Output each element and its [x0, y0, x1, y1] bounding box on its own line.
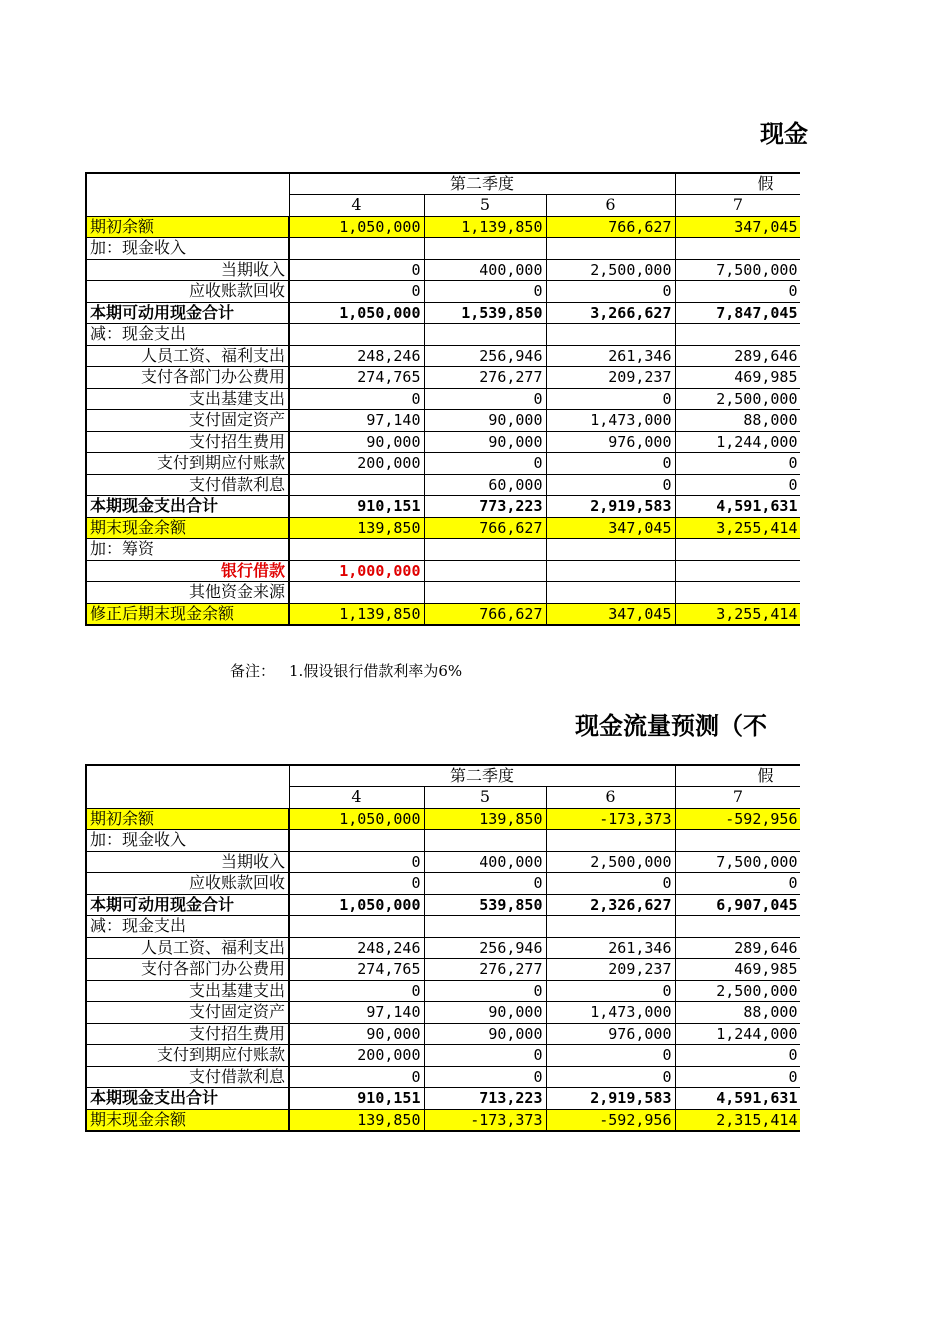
- row-value: [289, 539, 424, 561]
- row-label: 应收账款回收: [86, 873, 289, 895]
- row-value: [675, 238, 800, 260]
- row-value: 0: [675, 453, 800, 475]
- row-value: 2,315,414: [675, 1109, 800, 1131]
- table-row: [86, 324, 800, 346]
- row-value: -592,956: [675, 808, 800, 830]
- month-header-6: 6: [546, 195, 675, 217]
- row-value: 97,140: [289, 1002, 424, 1024]
- row-value: [424, 916, 546, 938]
- row-value: 2,326,627: [546, 894, 675, 916]
- row-value: 976,000: [546, 1023, 675, 1045]
- row-value: 3,255,414: [675, 517, 800, 539]
- row-value: 713,223: [424, 1088, 546, 1110]
- row-value: 90,000: [424, 1002, 546, 1024]
- row-value: 4,591,631: [675, 1088, 800, 1110]
- header-row-quarter: [86, 173, 800, 195]
- row-label: 期初余额: [86, 808, 289, 830]
- row-value: 910,151: [289, 496, 424, 518]
- cashflow-table-1: [85, 172, 800, 658]
- row-value: 200,000: [289, 453, 424, 475]
- row-value: 209,237: [546, 367, 675, 389]
- row-value: 0: [675, 474, 800, 496]
- row-value: 289,646: [675, 345, 800, 367]
- row-value: [424, 238, 546, 260]
- row-value: 0: [546, 474, 675, 496]
- table-row: [86, 517, 800, 539]
- row-value: 6,907,045: [675, 894, 800, 916]
- row-value: 0: [546, 980, 675, 1002]
- row-value: 7,500,000: [675, 851, 800, 873]
- row-value: 0: [546, 1066, 675, 1088]
- table-row: [86, 808, 800, 830]
- month-header-6: 6: [546, 787, 675, 809]
- table-row: [86, 281, 800, 303]
- row-value: 0: [675, 873, 800, 895]
- row-value: [546, 582, 675, 604]
- row-value: 976,000: [546, 431, 675, 453]
- row-label: 应收账款回收: [86, 281, 289, 303]
- row-value: 2,500,000: [546, 259, 675, 281]
- row-value: 0: [546, 1045, 675, 1067]
- table-row: [86, 894, 800, 916]
- row-label: 支付各部门办公费用: [86, 367, 289, 389]
- row-value: 200,000: [289, 1045, 424, 1067]
- row-value: 139,850: [424, 808, 546, 830]
- row-label: 支付固定资产: [86, 1002, 289, 1024]
- row-value: [424, 582, 546, 604]
- row-value: 1,050,000: [289, 302, 424, 324]
- row-value: 0: [546, 388, 675, 410]
- row-value: 1,050,000: [289, 216, 424, 238]
- table-row: [86, 959, 800, 981]
- table-row: [86, 916, 800, 938]
- row-value: 248,246: [289, 345, 424, 367]
- header-corner-cell: [86, 173, 289, 216]
- row-value: 0: [289, 281, 424, 303]
- row-value: 97,140: [289, 410, 424, 432]
- row-value: 90,000: [424, 410, 546, 432]
- row-label: 减：现金支出: [86, 324, 289, 346]
- row-label: 支付固定资产: [86, 410, 289, 432]
- row-value: [289, 474, 424, 496]
- row-value: 0: [546, 453, 675, 475]
- row-value: [289, 582, 424, 604]
- row-value: 256,946: [424, 345, 546, 367]
- row-value: [675, 582, 800, 604]
- cashflow-table-2: [85, 764, 800, 1158]
- row-value: 469,985: [675, 367, 800, 389]
- table-row: [86, 1023, 800, 1045]
- row-label: 本期现金支出合计: [86, 496, 289, 518]
- row-value: 289,646: [675, 937, 800, 959]
- table-row: [86, 453, 800, 475]
- row-value: [289, 238, 424, 260]
- row-value: -592,956: [546, 1109, 675, 1131]
- quarter-header: 第二季度: [289, 173, 675, 195]
- row-value: 910,151: [289, 1088, 424, 1110]
- table-row: [86, 873, 800, 895]
- table-row: [86, 474, 800, 496]
- row-value: [675, 916, 800, 938]
- row-value: 2,500,000: [675, 388, 800, 410]
- row-value: 2,919,583: [546, 496, 675, 518]
- row-value: [546, 539, 675, 561]
- table-row: [86, 603, 800, 625]
- row-label: 支付到期应付账款: [86, 1045, 289, 1067]
- row-value: 0: [289, 259, 424, 281]
- row-value: [424, 560, 546, 582]
- row-value: 2,500,000: [675, 980, 800, 1002]
- month-header-7: 7: [675, 195, 800, 217]
- table-row: [86, 937, 800, 959]
- row-label: 本期现金支出合计: [86, 1088, 289, 1110]
- row-value: 90,000: [424, 431, 546, 453]
- remark-prefix: 备注：: [230, 662, 276, 680]
- row-value: 0: [675, 1045, 800, 1067]
- row-value: 1,244,000: [675, 431, 800, 453]
- row-value: 4,591,631: [675, 496, 800, 518]
- row-value: 0: [424, 281, 546, 303]
- row-value: [289, 324, 424, 346]
- row-value: 0: [675, 1066, 800, 1088]
- row-value: 400,000: [424, 851, 546, 873]
- row-value: 469,985: [675, 959, 800, 981]
- row-value: 0: [289, 851, 424, 873]
- row-value: [546, 560, 675, 582]
- row-value: 60,000: [424, 474, 546, 496]
- row-label: 支付借款利息: [86, 474, 289, 496]
- row-value: 0: [424, 453, 546, 475]
- header-corner-cell: [86, 765, 289, 808]
- row-value: 1,000,000: [289, 560, 424, 582]
- row-value: 209,237: [546, 959, 675, 981]
- row-value: 0: [424, 388, 546, 410]
- row-value: [546, 324, 675, 346]
- row-label: 支付招生费用: [86, 1023, 289, 1045]
- table-row: [86, 238, 800, 260]
- row-label: 银行借款: [86, 560, 289, 582]
- row-value: 766,627: [546, 216, 675, 238]
- row-value: 3,266,627: [546, 302, 675, 324]
- row-value: 773,223: [424, 496, 546, 518]
- table-row: [86, 1002, 800, 1024]
- row-value: [424, 539, 546, 561]
- table-row: [86, 980, 800, 1002]
- row-value: 0: [289, 1066, 424, 1088]
- table-row: [86, 560, 800, 582]
- row-value: 0: [289, 388, 424, 410]
- row-value: 274,765: [289, 959, 424, 981]
- row-value: 0: [424, 873, 546, 895]
- row-value: 90,000: [424, 1023, 546, 1045]
- row-value: 139,850: [289, 1109, 424, 1131]
- row-label: 本期可动用现金合计: [86, 894, 289, 916]
- month-header-5: 5: [424, 195, 546, 217]
- table-row: [86, 582, 800, 604]
- row-value: 1,244,000: [675, 1023, 800, 1045]
- table-row: [86, 259, 800, 281]
- month-header-4: 4: [289, 787, 424, 809]
- month-header-4: 4: [289, 195, 424, 217]
- row-label: 加：现金收入: [86, 238, 289, 260]
- row-value: 766,627: [424, 517, 546, 539]
- row-label: 加：现金收入: [86, 830, 289, 852]
- table-row: [86, 431, 800, 453]
- table-row: [86, 1088, 800, 1110]
- table-row: [86, 345, 800, 367]
- row-label: 当期收入: [86, 851, 289, 873]
- row-label: 支付各部门办公费用: [86, 959, 289, 981]
- row-label: 人员工资、福利支出: [86, 937, 289, 959]
- row-label: 当期收入: [86, 259, 289, 281]
- table-row: [86, 302, 800, 324]
- row-value: [546, 916, 675, 938]
- row-value: 276,277: [424, 959, 546, 981]
- row-value: 88,000: [675, 410, 800, 432]
- row-value: 274,765: [289, 367, 424, 389]
- row-value: -173,373: [546, 808, 675, 830]
- row-value: 0: [424, 1066, 546, 1088]
- row-value: [675, 324, 800, 346]
- row-label: 本期可动用现金合计: [86, 302, 289, 324]
- row-value: 1,139,850: [424, 216, 546, 238]
- row-label: 期末现金余额: [86, 517, 289, 539]
- assumption-header: 假: [675, 765, 800, 787]
- row-value: 261,346: [546, 937, 675, 959]
- row-value: [289, 830, 424, 852]
- title-2: 现金流量预测（不: [575, 712, 767, 740]
- row-label: 人员工资、福利支出: [86, 345, 289, 367]
- row-value: 2,500,000: [546, 851, 675, 873]
- title-1: 现金: [760, 120, 808, 148]
- table-row: [86, 216, 800, 238]
- row-value: 1,473,000: [546, 1002, 675, 1024]
- table-row: [86, 830, 800, 852]
- row-value: 139,850: [289, 517, 424, 539]
- row-label: 支付到期应付账款: [86, 453, 289, 475]
- row-value: 1,050,000: [289, 894, 424, 916]
- row-value: 256,946: [424, 937, 546, 959]
- row-value: 0: [546, 281, 675, 303]
- table-row: [86, 1045, 800, 1067]
- row-value: 276,277: [424, 367, 546, 389]
- row-label: 其他资金来源: [86, 582, 289, 604]
- row-value: [424, 830, 546, 852]
- row-label: 修正后期末现金余额: [86, 603, 289, 625]
- month-header-7: 7: [675, 787, 800, 809]
- row-value: 0: [289, 980, 424, 1002]
- table-row: [86, 851, 800, 873]
- table-row: [86, 367, 800, 389]
- table-row: [86, 539, 800, 561]
- row-value: [546, 238, 675, 260]
- row-label: 支出基建支出: [86, 388, 289, 410]
- row-label: 支出基建支出: [86, 980, 289, 1002]
- row-value: 539,850: [424, 894, 546, 916]
- row-value: 7,847,045: [675, 302, 800, 324]
- row-value: 2,919,583: [546, 1088, 675, 1110]
- row-value: [675, 539, 800, 561]
- month-header-5: 5: [424, 787, 546, 809]
- table-row: [86, 410, 800, 432]
- row-value: [289, 916, 424, 938]
- row-value: [424, 324, 546, 346]
- row-value: 347,045: [546, 603, 675, 625]
- row-value: 766,627: [424, 603, 546, 625]
- row-value: [675, 830, 800, 852]
- row-value: 1,539,850: [424, 302, 546, 324]
- row-value: 347,045: [546, 517, 675, 539]
- header-row-quarter: [86, 765, 800, 787]
- table-row: [86, 1066, 800, 1088]
- row-value: 261,346: [546, 345, 675, 367]
- row-label: 加：筹资: [86, 539, 289, 561]
- row-value: 90,000: [289, 431, 424, 453]
- row-value: 400,000: [424, 259, 546, 281]
- table-row: [86, 496, 800, 518]
- row-value: 347,045: [675, 216, 800, 238]
- row-value: 1,473,000: [546, 410, 675, 432]
- row-label: 支付借款利息: [86, 1066, 289, 1088]
- row-value: 0: [424, 980, 546, 1002]
- row-label: 减：现金支出: [86, 916, 289, 938]
- row-value: 90,000: [289, 1023, 424, 1045]
- row-value: 88,000: [675, 1002, 800, 1024]
- row-value: 3,255,414: [675, 603, 800, 625]
- row-value: 0: [675, 281, 800, 303]
- row-label: 期初余额: [86, 216, 289, 238]
- quarter-header: 第二季度: [289, 765, 675, 787]
- table-row: [86, 388, 800, 410]
- row-value: 1,139,850: [289, 603, 424, 625]
- row-label: 支付招生费用: [86, 431, 289, 453]
- remark-note: [230, 660, 462, 681]
- row-value: 1,050,000: [289, 808, 424, 830]
- assumption-header: 假: [675, 173, 800, 195]
- table-row: [86, 1109, 800, 1131]
- row-value: 0: [289, 873, 424, 895]
- remark-text: 1.假设银行借款利率为6%: [289, 662, 463, 680]
- row-value: [675, 560, 800, 582]
- row-value: 0: [546, 873, 675, 895]
- row-value: 7,500,000: [675, 259, 800, 281]
- row-label: 期末现金余额: [86, 1109, 289, 1131]
- row-value: -173,373: [424, 1109, 546, 1131]
- row-value: 248,246: [289, 937, 424, 959]
- row-value: 0: [424, 1045, 546, 1067]
- row-value: [546, 830, 675, 852]
